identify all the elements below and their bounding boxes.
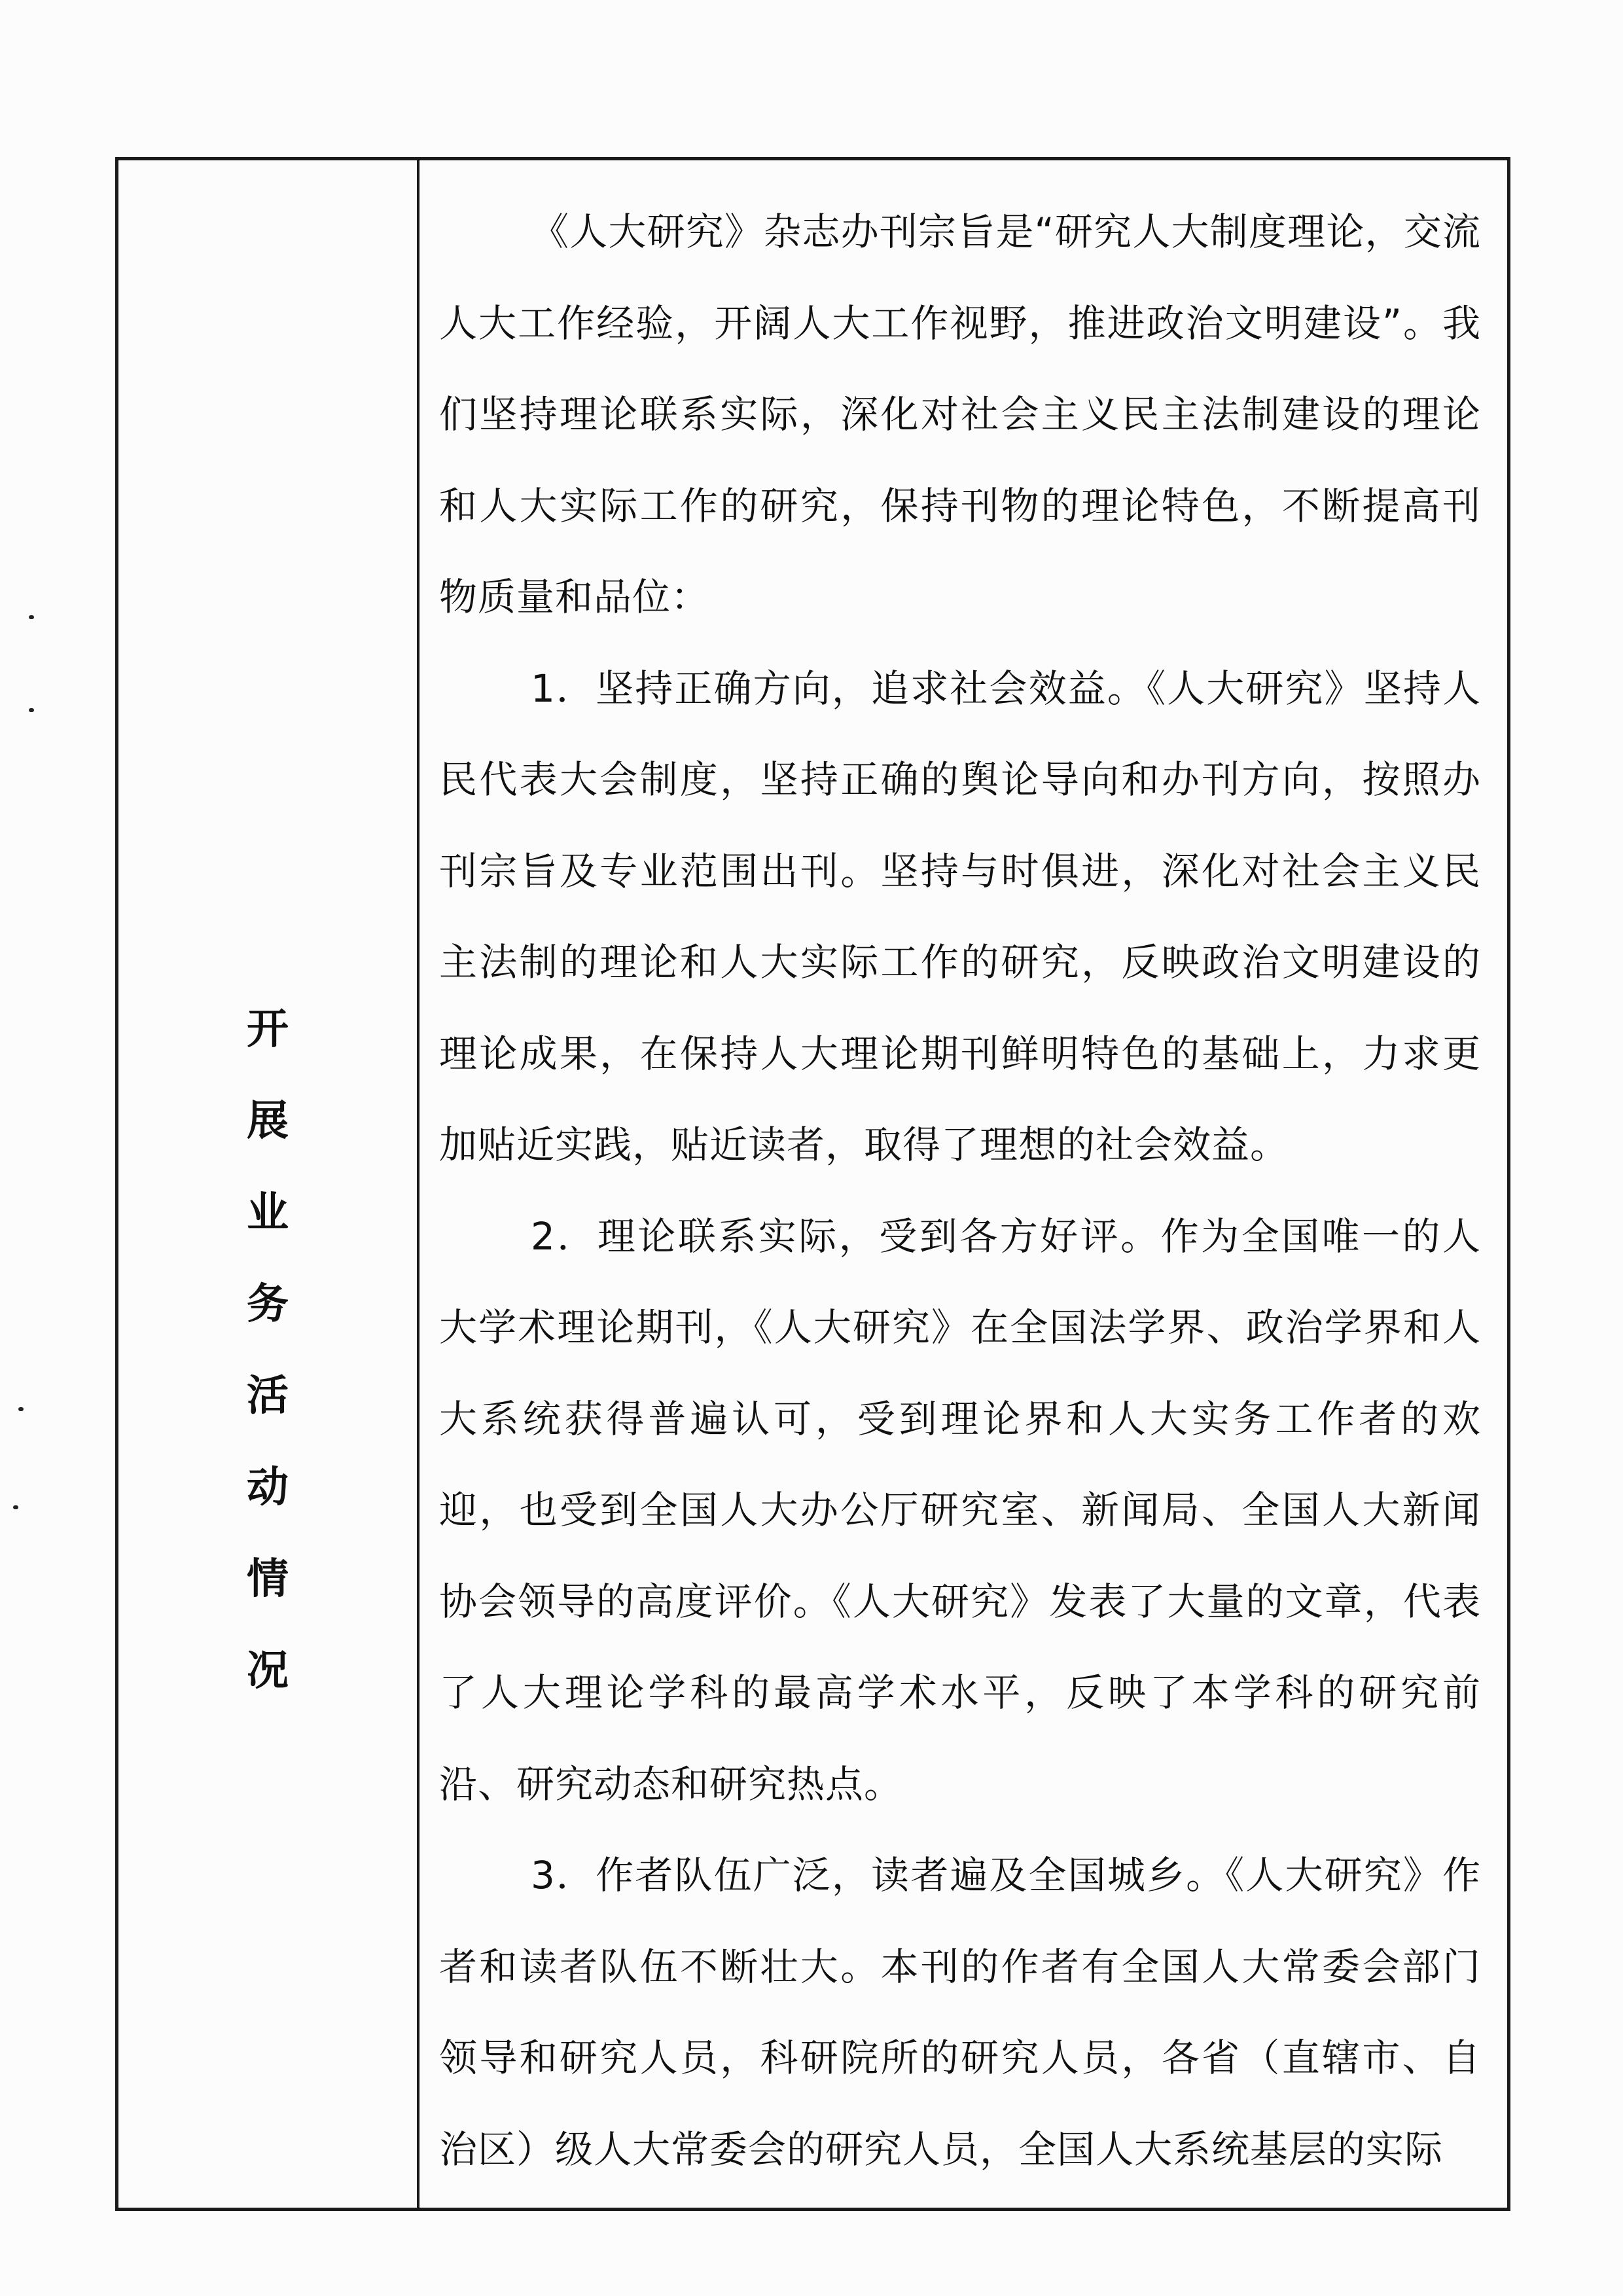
row-label-char: 展: [247, 1097, 289, 1145]
content-cell: [419, 160, 1507, 2208]
row-label-char: 动: [247, 1463, 289, 1512]
scan-mark: [13, 1505, 18, 1509]
row-label-char: 活: [247, 1372, 289, 1420]
scan-mark: [29, 708, 34, 712]
scan-mark: [29, 615, 34, 619]
row-label-char: 业: [247, 1189, 289, 1237]
row-label-char: 况: [247, 1647, 289, 1695]
row-label-char: 务: [247, 1280, 289, 1329]
row-label-char: 开: [247, 1005, 289, 1054]
paragraph-point-1: 1．坚持正确方向，追求社会效益。《人大研究》坚持人民代表大会制度，坚持正确的舆论导向和办刊方向，按照办刊宗旨及专业范围出刊。坚持与时俱进，深化对社会主义民主法制的理论和人大实际工作的研究，反映政治文明建设的理论成果，在保持人大理论期刊鲜明特色的基础上，力求更加贴近实践，贴近读者，取得了理想的社会效益。: [439, 666, 1481, 1167]
scan-mark: [18, 1407, 24, 1411]
form-table: [115, 157, 1510, 2211]
row-label-cell: [118, 160, 419, 2208]
paragraph-point-3: 3．作者队伍广泛，读者遍及全国城乡。《人大研究》作者和读者队伍不断壮大。本刊的作者有全国人大常委会部门领导和研究人员，科研院所的研究人员，各省（直辖市、自治区）级人大常委会的研究人员，全国人大系统基层的实际: [439, 1853, 1481, 2172]
paragraph-intro: 《人大研究》杂志办刊宗旨是“研究人大制度理论，交流人大工作经验，开阔人大工作视野，推进政治文明建设”。我们坚持理论联系实际，深化对社会主义民主法制建设的理论和人大实际工作的研究，保持刊物的理论特色，不断提高刊物质量和品位：: [439, 209, 1481, 619]
row-label-char: 情: [247, 1555, 289, 1604]
paragraph-point-2: 2．理论联系实际，受到各方好评。作为全国唯一的人大学术理论期刊，《人大研究》在全国法学界、政治学界和人大系统获得普遍认可，受到理论界和人大实务工作者的欢迎，也受到全国人大办公厅研究室、新闻局、全国人大新闻协会领导的高度评价。《人大研究》发表了大量的文章，代表了人大理论学科的最高学术水平，反映了本学科的研究前沿、研究动态和研究热点。: [439, 1213, 1481, 1806]
